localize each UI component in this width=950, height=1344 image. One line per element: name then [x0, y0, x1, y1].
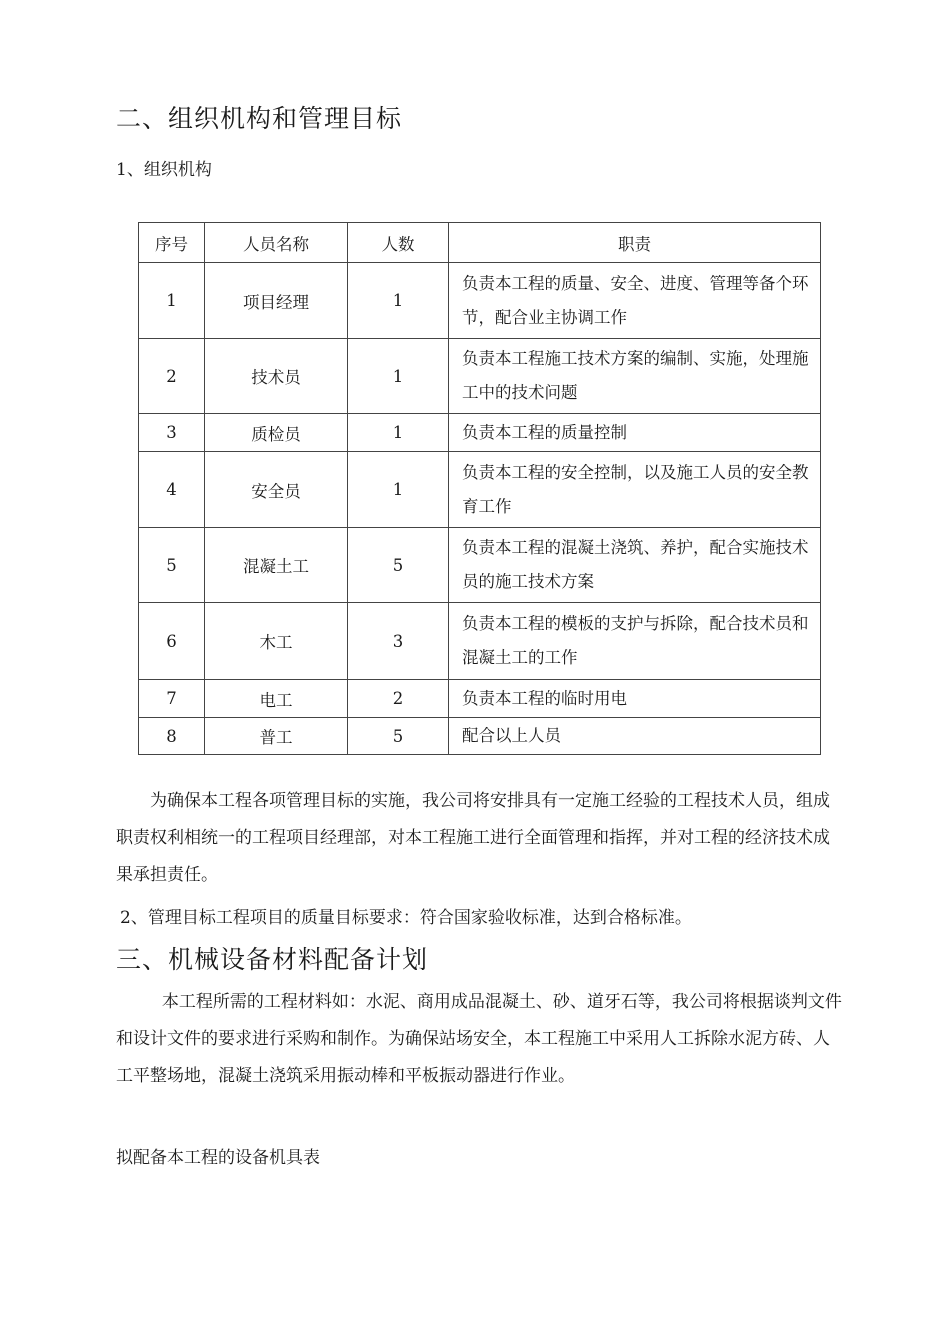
subheading-management-goal: 2、管理目标工程项目的质量目标要求：符合国家验收标准，达到合格标准。: [120, 908, 692, 928]
cell-seq: 8: [139, 718, 205, 755]
cell-seq: 7: [139, 680, 205, 718]
cell-count: 5: [348, 718, 449, 755]
table-row: [139, 263, 821, 339]
cell-role: 混凝土工: [205, 528, 348, 603]
cell-role: 安全员: [205, 452, 348, 528]
cell-duty: 负责本工程的模板的支护与拆除，配合技术员和混凝土工的工作: [449, 603, 821, 680]
paragraph-management: 为确保本工程各项管理目标的实施，我公司将安排具有一定施工经验的工程技术人员，组成职责权利相统一的工程项目经理部，对本工程施工进行全面管理和指挥，并对工程的经济技术成果承担责任。: [116, 791, 830, 885]
equipment-table-caption: 拟配备本工程的设备机具表: [116, 1148, 320, 1168]
cell-seq: 4: [139, 452, 205, 528]
table-row: [139, 452, 821, 528]
subheading-organization: 1、组织机构: [116, 160, 212, 180]
cell-seq: 3: [139, 414, 205, 452]
cell-count: 1: [348, 339, 449, 414]
organization-table: [138, 222, 821, 755]
cell-role: 技术员: [205, 339, 348, 414]
paragraph-materials: 本工程所需的工程材料如：水泥、商用成品混凝土、砂、道牙石等，我公司将根据谈判文件和设计文件的要求进行采购和制作。为确保站场安全，本工程施工中采用人工拆除水泥方砖、人工平整场地，混凝土浇筑采用振动棒和平板振动器进行作业。: [116, 992, 842, 1086]
header-count: 人数: [348, 223, 449, 263]
cell-duty: 负责本工程的质量控制: [449, 414, 821, 452]
cell-role: 电工: [205, 680, 348, 718]
cell-count: 1: [348, 414, 449, 452]
cell-role: 项目经理: [205, 263, 348, 339]
cell-role: 普工: [205, 718, 348, 755]
table-row: [139, 339, 821, 414]
cell-count: 3: [348, 603, 449, 680]
cell-seq: 2: [139, 339, 205, 414]
cell-count: 1: [348, 452, 449, 528]
cell-duty: 负责本工程的安全控制，以及施工人员的安全教育工作: [449, 452, 821, 528]
header-role: 人员名称: [205, 223, 348, 263]
cell-seq: 1: [139, 263, 205, 339]
table-header-row: [139, 223, 821, 263]
header-duty: 职责: [449, 223, 821, 263]
section-2-heading: 二、组织机构和管理目标: [116, 104, 403, 133]
table-row: [139, 603, 821, 680]
table-row: [139, 528, 821, 603]
cell-role: 木工: [205, 603, 348, 680]
cell-count: 5: [348, 528, 449, 603]
cell-seq: 6: [139, 603, 205, 680]
cell-duty: 配合以上人员: [449, 718, 821, 755]
cell-seq: 5: [139, 528, 205, 603]
cell-duty: 负责本工程的临时用电: [449, 680, 821, 718]
cell-count: 1: [348, 263, 449, 339]
cell-count: 2: [348, 680, 449, 718]
table-row: [139, 680, 821, 718]
section-3-heading: 三、机械设备材料配备计划: [116, 945, 429, 974]
table-row: [139, 718, 821, 755]
cell-duty: 负责本工程的混凝土浇筑、养护，配合实施技术员的施工技术方案: [449, 528, 821, 603]
cell-role: 质检员: [205, 414, 348, 452]
cell-duty: 负责本工程的质量、安全、进度、管理等备个环节，配合业主协调工作: [449, 263, 821, 339]
cell-duty: 负责本工程施工技术方案的编制、实施，处理施工中的技术问题: [449, 339, 821, 414]
table-row: [139, 414, 821, 452]
header-seq: 序号: [139, 223, 205, 263]
